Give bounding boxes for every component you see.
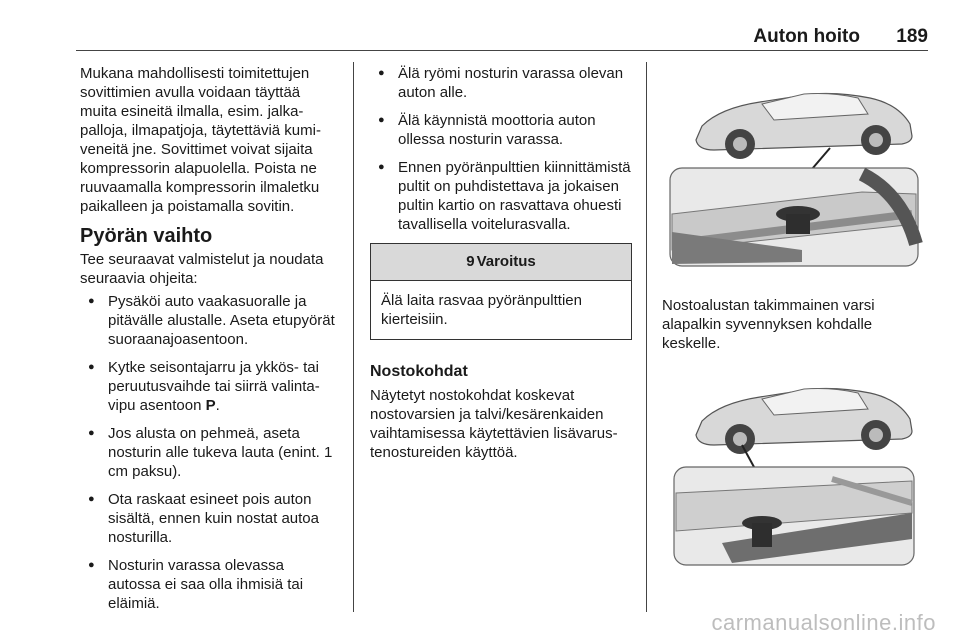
lifting-points-heading: Nostokohdat bbox=[370, 363, 468, 380]
column-3 bbox=[662, 64, 924, 571]
illustration-caption: Nostoalustan takimmainen varsi alapalkin syvennyksen kohdalle keskelle. bbox=[662, 297, 875, 352]
header-rule bbox=[76, 50, 928, 51]
list-item: ● Ennen pyöränpulttien kiinnittämistä pultit on puhdistettava ja jokaisen pultin kartio on rasvattava ohuesti tavallisella voitelurasvalla. bbox=[370, 158, 632, 234]
warning-box bbox=[370, 243, 632, 340]
list-item bbox=[80, 358, 340, 415]
car-jack-point-1-icon bbox=[662, 64, 924, 276]
watermark: carmanualsonline.info bbox=[711, 610, 936, 635]
list-item: ● Jos alusta on pehmeä, aseta nosturin alle tukeva lauta (enint. 1 cm paksu). bbox=[80, 424, 340, 481]
column-2 bbox=[370, 64, 632, 462]
preparation-list bbox=[80, 292, 340, 613]
section-title: Auton hoito bbox=[753, 26, 860, 47]
lifting-points-paragraph: Näytetyt nostokohdat koskevat nostovarsien ja talvi/kesärenkaiden vaihtamisessa käytettävien lisävarustenostureiden käyttöä. bbox=[370, 387, 618, 461]
list-item-text: Kytke seisontajarru ja ykkös- tai peruutusvaihde tai siirrä valintavipu asentoon bbox=[108, 359, 320, 414]
warning-title: Varoitus bbox=[476, 253, 536, 270]
column-1 bbox=[80, 64, 340, 622]
gear-suffix: . bbox=[215, 397, 220, 414]
intro-paragraph: Mukana mahdollisesti toimitettujen sovittimien avulla voidaan täyttää muita esineitä ilmalla, esim. jalkapalloja, ilmapatjoja, täytettäviä kumiveneitä jne. Sovittimet voivat sijaita kompressorin alapuolella. Poista ne ruuvaamalla kompressorin ilmaletku paikalleen ja poistamalla sovitin. bbox=[80, 65, 321, 215]
jack-point-illustration-2 bbox=[662, 363, 924, 571]
jack-point-illustration-1 bbox=[662, 64, 924, 276]
list-item: ● Älä käynnistä moottoria auton ollessa nosturin varassa. bbox=[370, 111, 632, 149]
safety-list bbox=[370, 64, 632, 234]
page-number: 189 bbox=[896, 26, 928, 47]
warning-header bbox=[371, 244, 631, 281]
car-jack-point-2-icon bbox=[662, 363, 924, 571]
list-item: ● Älä ryömi nosturin varassa olevan auton alle. bbox=[370, 64, 632, 102]
column-divider bbox=[646, 62, 647, 612]
list-item: ● Pysäköi auto vaakasuoralle ja pitävälle alustalle. Aseta etupyörät suoraanajoasentoon. bbox=[80, 292, 340, 349]
list-item: ● Nosturin varassa olevassa autossa ei saa olla ihmisiä tai eläimiä. bbox=[80, 556, 340, 613]
warning-icon: 9 bbox=[466, 253, 475, 270]
page-header bbox=[76, 26, 928, 48]
lead-paragraph: Tee seuraavat valmistelut ja noudata seuraavia ohjeita: bbox=[80, 251, 324, 287]
column-divider bbox=[353, 62, 354, 612]
wheel-change-heading: Pyörän vaihto bbox=[80, 225, 213, 247]
warning-text: Älä laita rasvaa pyöränpulttien kierteisiin. bbox=[381, 292, 582, 328]
list-item: ● Ota raskaat esineet pois auton sisältä, ennen kuin nostat autoa nosturilla. bbox=[80, 490, 340, 547]
gear-letter: P bbox=[205, 397, 216, 414]
